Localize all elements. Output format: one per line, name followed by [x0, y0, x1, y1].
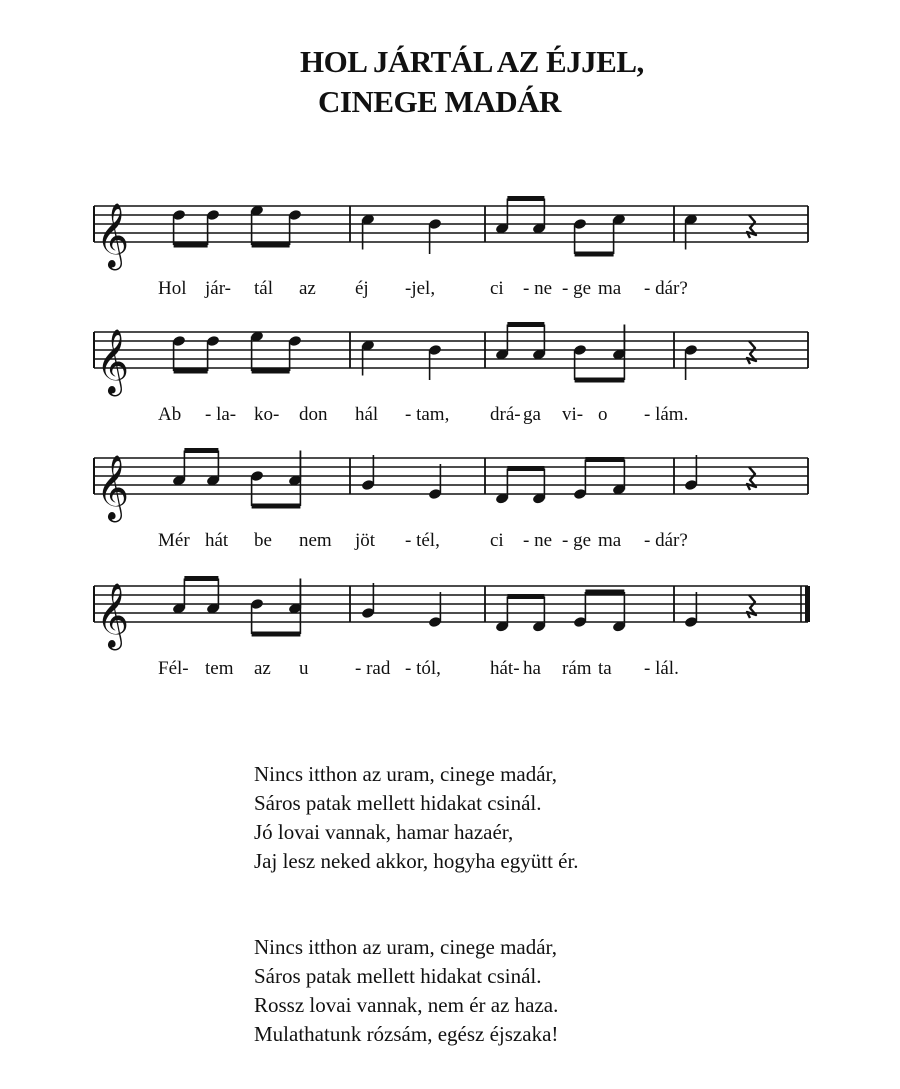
lyric-syllable: rám: [562, 658, 592, 679]
lyric-syllable: - ge: [562, 278, 592, 299]
lyric-syllable: drá-: [490, 404, 521, 425]
lyric-syllable: u: [299, 658, 309, 679]
song-title-line-1: HOL JÁRTÁL AZ ÉJJEL,: [300, 44, 644, 79]
verse-line: Rossz lovai vannak, nem ér az haza.: [254, 993, 559, 1017]
staff-notation: [92, 444, 812, 529]
lyric-syllable: - lám.: [644, 404, 689, 425]
verse-line: Mulathatunk rózsám, egész éjszaka!: [254, 1022, 559, 1046]
verse-line: Sáros patak mellett hidakat csinál.: [254, 964, 542, 988]
lyric-syllable: o: [598, 404, 608, 425]
staff-notation: [92, 572, 812, 657]
lyric-syllable: hál: [355, 404, 379, 425]
lyric-syllable: ha: [523, 658, 541, 679]
quarter-rest: [747, 467, 756, 490]
lyric-syllable: - rad: [355, 658, 391, 679]
verse-stanza-1: [254, 760, 579, 876]
treble-clef-icon: 𝄞: [96, 329, 130, 394]
verse-stanza-2: [254, 933, 558, 1049]
lyrics-line-3: [92, 530, 812, 560]
music-system-1: [92, 192, 812, 332]
music-system-2: [92, 318, 812, 458]
lyric-syllable: - tam,: [405, 404, 450, 425]
lyric-syllable: éj: [355, 278, 369, 299]
lyric-syllable: ma: [598, 530, 622, 551]
lyrics-line-2: [92, 404, 812, 434]
lyric-syllable: jár-: [205, 278, 231, 299]
lyric-syllable: ci: [490, 278, 504, 299]
lyric-syllable: tem: [205, 658, 234, 679]
quarter-rest: [747, 341, 756, 364]
lyric-syllable: -jel,: [405, 278, 436, 299]
lyric-syllable: don: [299, 404, 328, 425]
lyric-syllable: - lál.: [644, 658, 679, 679]
verse-line: Sáros patak mellett hidakat csinál.: [254, 791, 542, 815]
song-title-line-2: CINEGE MADÁR: [318, 84, 561, 119]
lyric-syllable: Mér: [158, 530, 190, 551]
lyric-syllable: ma: [598, 278, 622, 299]
lyric-syllable: vi-: [562, 404, 584, 425]
lyric-syllable: ga: [523, 404, 541, 425]
lyric-syllable: - ne: [523, 530, 553, 551]
lyric-syllable: az: [254, 658, 271, 679]
lyric-syllable: Ab: [158, 404, 182, 425]
lyric-syllable: Hol: [158, 278, 187, 299]
lyric-syllable: ko-: [254, 404, 280, 425]
music-system-4: [92, 572, 812, 712]
lyric-syllable: hát: [205, 530, 229, 551]
treble-clef-icon: 𝄞: [96, 583, 130, 648]
lyric-syllable: - la-: [205, 404, 237, 425]
lyric-syllable: - tól,: [405, 658, 441, 679]
lyric-syllable: Fél-: [158, 658, 189, 679]
verse-line: Jaj lesz neked akkor, hogyha együtt ér.: [254, 849, 579, 873]
quarter-rest: [747, 595, 756, 618]
lyric-syllable: tál: [254, 278, 273, 299]
lyrics-line-1: [92, 278, 812, 308]
treble-clef-icon: 𝄞: [96, 203, 130, 268]
lyric-syllable: jöt: [355, 530, 376, 551]
lyric-syllable: - dár?: [644, 530, 688, 551]
lyric-syllable: nem: [299, 530, 332, 551]
lyric-syllable: - ne: [523, 278, 553, 299]
lyric-syllable: ci: [490, 530, 504, 551]
lyric-syllable: - dár?: [644, 278, 688, 299]
lyrics-line-4: [92, 658, 812, 688]
treble-clef-icon: 𝄞: [96, 455, 130, 520]
verse-line: Nincs itthon az uram, cinege madár,: [254, 935, 557, 959]
quarter-rest: [747, 215, 756, 238]
staff-notation: [92, 318, 812, 403]
verse-line: Jó lovai vannak, hamar hazaér,: [254, 820, 514, 844]
lyric-syllable: - ge: [562, 530, 592, 551]
lyric-syllable: hát-: [490, 658, 520, 679]
lyric-syllable: - tél,: [405, 530, 440, 551]
lyric-syllable: ta: [598, 658, 612, 679]
final-barline-thick: [805, 586, 810, 622]
lyric-syllable: be: [254, 530, 272, 551]
lyric-syllable: az: [299, 278, 316, 299]
verse-line: Nincs itthon az uram, cinege madár,: [254, 762, 557, 786]
staff-notation: [92, 192, 812, 277]
music-system-3: [92, 444, 812, 584]
